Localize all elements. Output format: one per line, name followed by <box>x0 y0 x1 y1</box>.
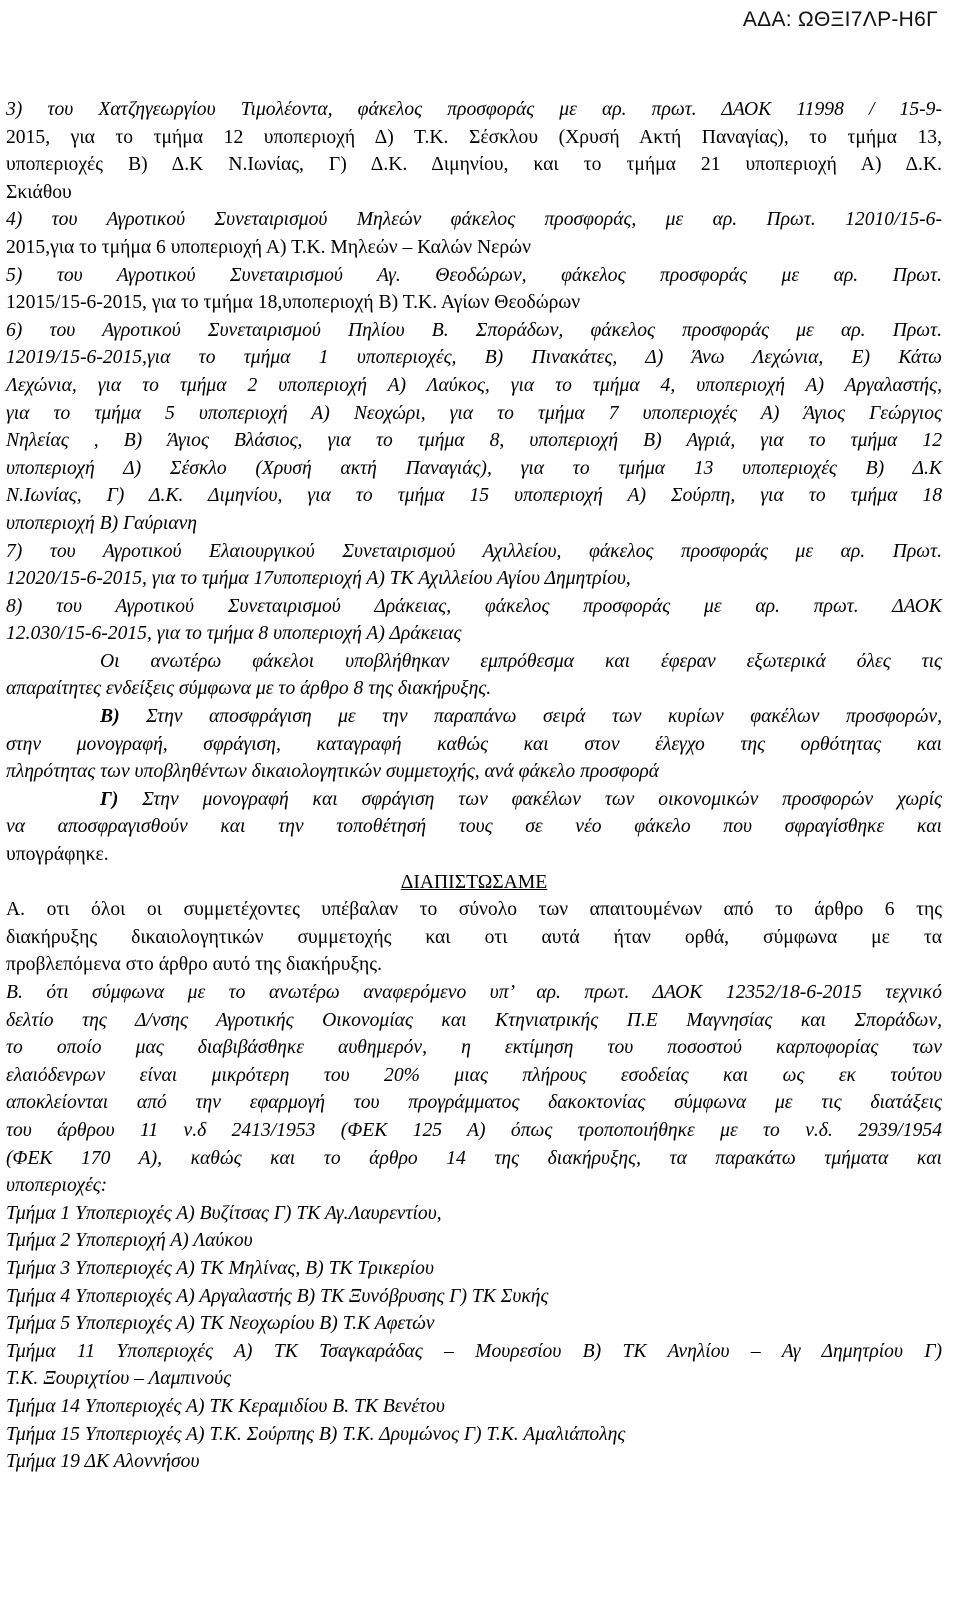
text-line <box>6 455 942 483</box>
line-text: Νηλείας , Β) Άγιος Βλάσιος, για το τμήμα 8, υποπεριοχή Β) Αγριά, για το τμήμα 12 <box>6 430 942 452</box>
text-line <box>6 1448 942 1476</box>
text-line <box>6 1255 942 1283</box>
line-text: υποπεριοχή Β) Γαύριανη <box>6 512 198 534</box>
line-text: Τμήμα 11 Υποπεριοχές Α) ΤΚ Τσαγκαράδας – Μουρεσίου Β) ΤΚ Ανηλίου – Αγ Δημητρίου Γ) <box>6 1340 942 1362</box>
text-line <box>6 124 942 152</box>
text-line <box>6 841 942 869</box>
text-line <box>6 427 942 455</box>
line-text: Α. οτι όλοι οι συμμετέχοντες υπέβαλαν το σύνολο των απαιτουμένων από το άρθρο 6 της <box>6 899 942 921</box>
line-text: 2015,για το τμήμα 6 υποπεριοχή Α) Τ.Κ. Μηλεών – Καλών Νερών <box>6 236 531 258</box>
text-line <box>6 317 942 345</box>
text-line <box>6 1227 942 1255</box>
line-text: αποκλείονται από την εφαρμογή του προγράμματος δακοκτονίας σύμφωνα με τις διατάξεις <box>6 1092 942 1114</box>
line-text: πληρότητας των υποβληθέντων δικαιολογητικών συμμετοχής, ανά φάκελο προσφορά <box>6 761 660 783</box>
line-text: υποπεριοχές Β) Δ.Κ Ν.Ιωνίας, Γ) Δ.Κ. Διμηνίου, και το τμήμα 21 υποπεριοχή Α) Δ.Κ. <box>6 154 942 176</box>
text-line <box>6 896 942 924</box>
text-line <box>6 924 942 952</box>
section-marker: Β) <box>100 706 147 728</box>
text-line <box>6 1034 942 1062</box>
line-text: 12.030/15-6-2015, για το τμήμα 8 υποπεριοχή Α) Δράκειας <box>6 623 462 645</box>
text-line <box>6 289 942 317</box>
text-line <box>6 786 942 814</box>
text-line <box>6 1117 942 1145</box>
text-line <box>6 731 942 759</box>
line-text: 12019/15-6-2015,για το τμήμα 1 υποπεριοχές, Β) Πινακάτες, Δ) Άνω Λεχώνια, Ε) Κάτω <box>6 347 942 369</box>
text-line <box>6 179 942 207</box>
line-text: Ν.Ιωνίας, Γ) Δ.Κ. Διμηνίου, για το τμήμα 15 υποπεριοχή Α) Σούρπη, για το τμήμα 18 <box>6 485 942 507</box>
text-line <box>6 565 942 593</box>
line-text: 5) του Αγροτικού Συνεταιρισμού Αγ. Θεοδώρων, φάκελος προσφοράς με αρ. Πρωτ. <box>6 264 942 286</box>
text-line <box>6 1145 942 1173</box>
line-text: απαραίτητες ενδείξεις σύμφωνα με το άρθρο 8 της διακήρυξης. <box>6 678 492 700</box>
line-text: 7) του Αγροτικού Ελαιουργικού Συνεταιρισμού Αχιλλείου, φάκελος προσφοράς με αρ. Πρωτ. <box>6 540 942 562</box>
line-text: (ΦΕΚ 170 Α), καθώς και το άρθρο 14 της διακήρυξης, τα παρακάτω τμήματα και <box>6 1147 942 1169</box>
text-line <box>6 813 942 841</box>
line-text: Στην αποσφράγιση με την παραπάνω σειρά των κυρίων φακέλων προσφορών, <box>146 706 942 728</box>
text-line <box>6 1200 942 1228</box>
text-line <box>6 1172 942 1200</box>
line-text: Τ.Κ. Ξουριχτίου – Λαμπινούς <box>6 1368 232 1390</box>
text-line <box>6 1089 942 1117</box>
line-text: Λεχώνια, για το τμήμα 2 υποπεριοχή Α) Λαύκος, για το τμήμα 4, υποπεριοχή Α) Αργαλαστής, <box>6 374 942 396</box>
document-body <box>6 96 942 1476</box>
text-line <box>6 869 942 897</box>
line-text: Τμήμα 1 Υποπεριοχές Α) Βυζίτσας Γ) ΤΚ Αγ.Λαυρεντίου, <box>6 1202 442 1224</box>
text-line <box>6 675 942 703</box>
line-text: Τμήμα 5 Υποπεριοχές Α) ΤΚ Νεοχωρίου Β) Τ.Κ Αφετών <box>6 1313 435 1335</box>
line-text: Τμήμα 3 Υποπεριοχές Α) ΤΚ Μηλίνας, Β) ΤΚ Τρικερίου <box>6 1257 434 1279</box>
line-text: Στην μονογραφή και σφράγιση των φακέλων των οικονομικών προσφορών χωρίς <box>142 788 942 810</box>
text-line <box>6 979 942 1007</box>
line-text: υποπεριοχή Δ) Σέσκλο (Χρυσή ακτή Παναγιάς), για το τμήμα 13 υποπεριοχές Β) Δ.Κ <box>6 457 942 479</box>
line-text: 8) του Αγροτικού Συνεταιρισμού Δράκειας, φάκελος προσφοράς με αρ. πρωτ. ΔΑΟΚ <box>6 595 942 617</box>
line-text: υποπεριοχές: <box>6 1175 108 1197</box>
text-line <box>6 151 942 179</box>
text-line <box>6 1062 942 1090</box>
line-text: 6) του Αγροτικού Συνεταιρισμού Πηλίου Β. Σποράδων, φάκελος προσφοράς με αρ. Πρωτ. <box>6 319 942 341</box>
line-text: να αποσφραγισθούν και την τοποθέτησή τους σε νέο φάκελο που σφραγίσθηκε και <box>6 816 942 838</box>
line-text: Τμήμα 2 Υποπεριοχή Α) Λαύκου <box>6 1230 253 1252</box>
line-text: Β. ότι σύμφωνα με το ανωτέρω αναφερόμενο υπ’ αρ. πρωτ. ΔΑΟΚ 12352/18-6-2015 τεχνικό <box>6 982 942 1003</box>
text-line <box>6 400 942 428</box>
line-text: ΔΙΑΠΙΣΤΩΣΑΜΕ <box>400 871 548 893</box>
text-line <box>6 1365 942 1393</box>
line-text: για το τμήμα 5 υποπεριοχή Α) Νεοχώρι, για το τμήμα 7 υποπεριοχές Α) Άγιος Γεώργιος <box>6 402 942 424</box>
text-line <box>6 703 942 731</box>
section-marker: Γ) <box>100 788 143 810</box>
text-line <box>6 482 942 510</box>
line-text: προβλεπόμενα στο άρθρο αυτό της διακήρυξης. <box>6 954 382 976</box>
text-line <box>6 1283 942 1311</box>
text-line <box>6 1007 942 1035</box>
line-text: 2015, για το τμήμα 12 υποπεριοχή Δ) Τ.Κ. Σέσκλου (Χρυσή Ακτή Παναγίας), το τμήμα 13, <box>6 126 942 148</box>
text-line <box>6 951 942 979</box>
line-text: Τμήμα 14 Υποπεριοχές Α) ΤΚ Κεραμιδίου Β. ΤΚ Βενέτου <box>6 1395 445 1417</box>
text-line <box>6 1421 942 1449</box>
text-line <box>6 234 942 262</box>
line-text: Τμήμα 4 Υποπεριοχές Α) Αργαλαστής Β) ΤΚ Ξυνόβρυσης Γ) ΤΚ Συκής <box>6 1285 549 1307</box>
text-line <box>6 96 942 124</box>
text-line <box>6 620 942 648</box>
text-line <box>6 344 942 372</box>
text-line <box>6 1310 942 1338</box>
ada-code: ΑΔΑ: ΩΘΞΙ7ΛΡ-Η6Γ <box>742 8 938 31</box>
line-text: διακήρυξης δικαιολογητικών συμμετοχής και οτι αυτά ήταν ορθά, σύμφωνα με τα <box>6 926 942 948</box>
text-line <box>6 510 942 538</box>
text-line <box>6 206 942 234</box>
line-text: του άρθρου 11 ν.δ 2413/1953 (ΦΕΚ 125 Α) όπως τροποποιήθηκε με το ν.δ. 2939/1954 <box>6 1119 942 1141</box>
line-text: υπογράφηκε. <box>6 844 109 866</box>
text-line <box>6 1393 942 1421</box>
line-text: Σκιάθου <box>6 181 72 203</box>
line-text: 4) του Αγροτικού Συνεταιρισμού Μηλεών φάκελος προσφοράς, με αρ. Πρωτ. 12010/15-6- <box>6 209 942 231</box>
line-text: δελτίο της Δ/νσης Αγροτικής Οικονομίας και Κτηνιατρικής Π.Ε Μαγνησίας και Σποράδων, <box>6 1009 942 1031</box>
text-line <box>6 538 942 566</box>
line-text: Τμήμα 19 ΔΚ Αλοννήσου <box>6 1451 200 1473</box>
text-line <box>6 648 942 676</box>
line-text: το οποίο μας διαβιβάσθηκε αυθημερόν, η εκτίμηση του ποσοστού καρποφορίας των <box>6 1037 942 1059</box>
line-text: 12015/15-6-2015, για το τμήμα 18,υποπεριοχή Β) Τ.Κ. Αγίων Θεοδώρων <box>6 292 581 314</box>
line-text: στην μονογραφή, σφράγιση, καταγραφή καθώς και στον έλεγχο της ορθότητας και <box>6 733 942 755</box>
line-text: 3) του Χατζηγεωργίου Τιμολέοντα, φάκελος προσφοράς με αρ. πρωτ. ΔΑΟΚ 11998 / 15-9- <box>6 99 942 120</box>
line-text: Τμήμα 15 Υποπεριοχές Α) Τ.Κ. Σούρπης Β) Τ.Κ. Δρυμώνος Γ) Τ.Κ. Αμαλιάπολης <box>6 1423 626 1445</box>
text-line <box>6 262 942 290</box>
line-text: ελαιόδενρων είναι μικρότερη του 20% μιας πλήρους εσοδείας και ως εκ τούτου <box>6 1064 942 1086</box>
text-line <box>6 758 942 786</box>
text-line <box>6 372 942 400</box>
line-text: 12020/15-6-2015, για το τμήμα 17υποπεριοχή Α) ΤΚ Αχιλλείου Αγίου Δημητρίου, <box>6 568 631 590</box>
text-line <box>6 1338 942 1366</box>
text-line <box>6 593 942 621</box>
line-text: Οι ανωτέρω φάκελοι υποβλήθηκαν εμπρόθεσμα και έφεραν εξωτερικά όλες τις <box>100 650 942 672</box>
